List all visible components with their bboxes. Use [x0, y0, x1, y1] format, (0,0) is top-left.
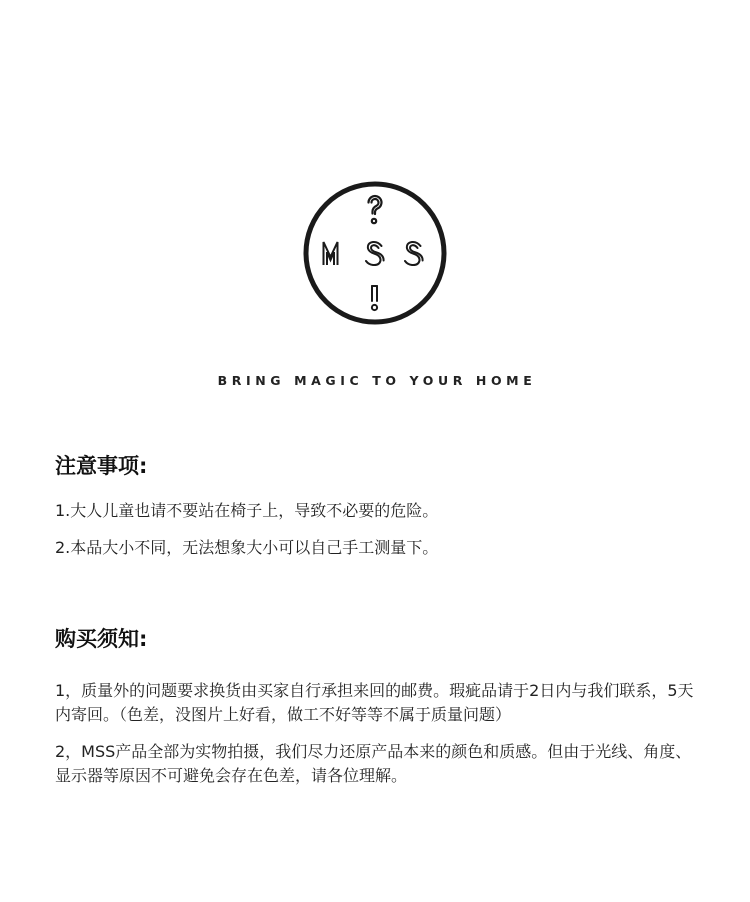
notice-heading: 注意事项:	[55, 454, 148, 478]
logo-letter-s-1	[366, 242, 384, 265]
logo-emblem	[302, 180, 448, 326]
brand-tagline: BRING MAGIC TO YOUR HOME	[217, 373, 537, 388]
logo-question-mark	[369, 196, 382, 223]
logo-letter-m	[324, 242, 338, 265]
purchase-item-2: 2，MSS产品全部为实物拍摄，我们尽力还原产品本来的颜色和质感。但由于光线、角度、显示器等原因不可避免会存在色差，请各位理解。	[55, 742, 692, 785]
logo-exclamation-mark	[372, 286, 377, 310]
brand-logo	[302, 180, 448, 326]
logo-letter-s-2	[405, 242, 423, 265]
notice-section	[55, 456, 705, 560]
notice-item-1: 1.大人儿童也请不要站在椅子上，导致不必要的危险。	[55, 501, 439, 520]
purchase-section	[55, 629, 705, 788]
purchase-item-1: 1，质量外的问题要求换货由买家自行承担来回的邮费。瑕疵品请于2日内与我们联系，5天内寄回。（色差，没图片上好看，做工不好等等不属于质量问题）	[55, 681, 694, 724]
purchase-heading: 购买须知:	[55, 627, 148, 651]
notice-item-2: 2.本品大小不同，无法想象大小可以自己手工测量下。	[55, 538, 439, 557]
